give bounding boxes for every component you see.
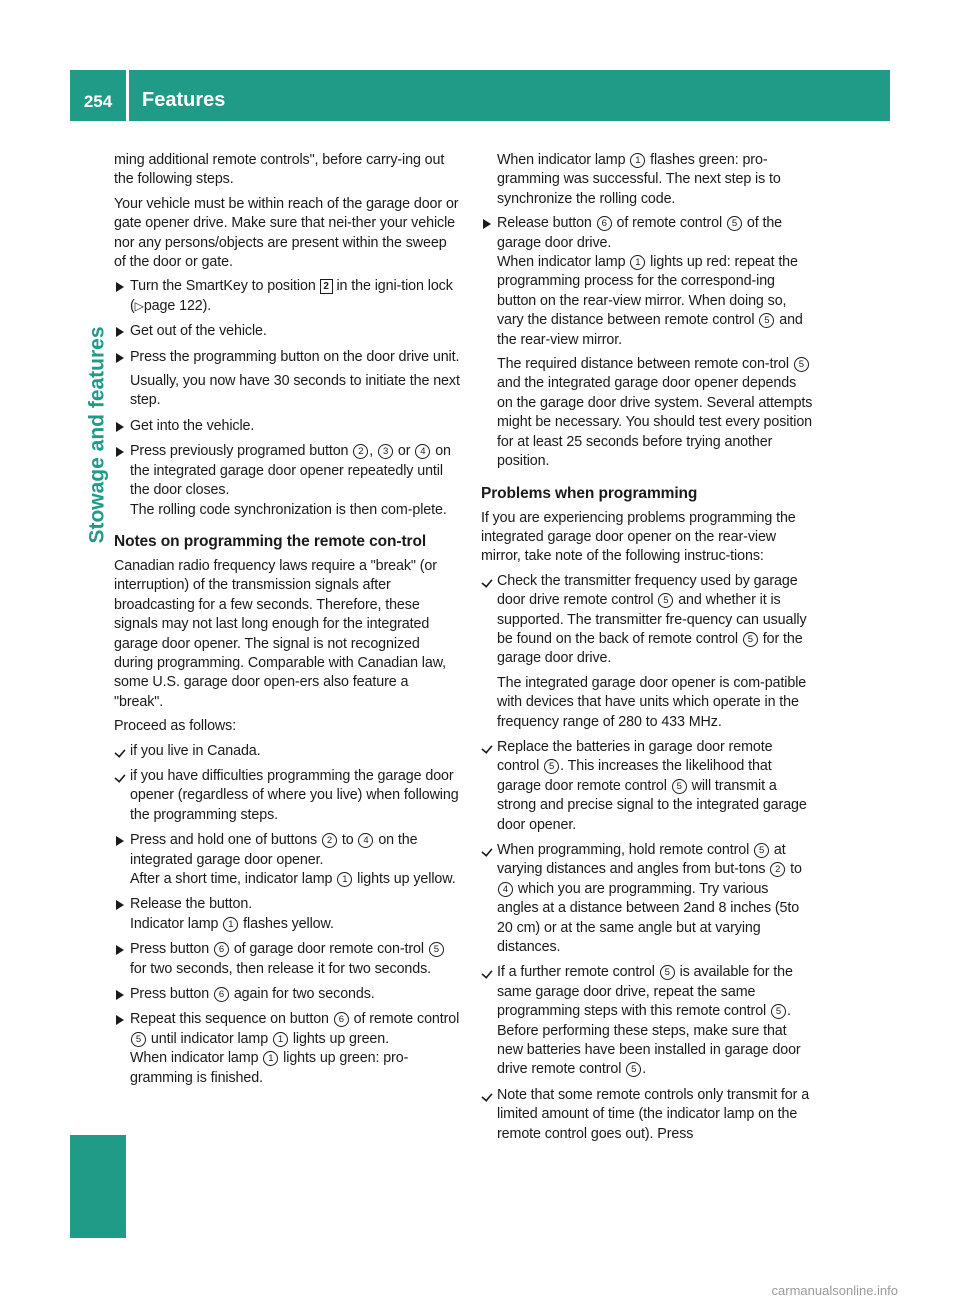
subheading: Problems when programming xyxy=(481,484,698,502)
callout-number: 1 xyxy=(630,255,645,270)
bullet: If a further remote control 5 is available for the same garage door drive, repeat the same programming steps with this remote control 5 . Before performing these steps, make sure that new batteries have been installed in garage door drive remote control 5 . xyxy=(481,963,813,1079)
step: Press previously programed button 2 , 3 or 4 on the integrated garage door opener repeatedly until the door closes. The rolling code synchronization is then com-plete. xyxy=(114,442,460,520)
side-tab-label: Stowage and features xyxy=(86,326,109,544)
paragraph: If you are experiencing problems programming the integrated garage door opener on the rear-view mirror, take note of the following instruc-tions: xyxy=(481,509,796,565)
callout-number: 2 xyxy=(322,833,337,848)
callout-number: 5 xyxy=(759,313,774,328)
callout-number: 1 xyxy=(223,917,238,932)
step: Press the programming button on the door drive unit. Usually, you now have 30 seconds to initiate the next step. xyxy=(114,348,460,411)
step: Get out of the vehicle. xyxy=(114,322,460,341)
callout-number: 5 xyxy=(131,1032,146,1047)
callout-number: 5 xyxy=(658,593,673,608)
callout-number: 4 xyxy=(498,882,513,897)
left-column xyxy=(114,151,460,1094)
callout-number: 5 xyxy=(626,1062,641,1077)
callout-number: 1 xyxy=(263,1051,278,1066)
callout-number: 2 xyxy=(353,444,368,459)
header-divider xyxy=(126,70,129,121)
step: Press and hold one of buttons 2 to 4 on the integrated garage door opener. After a short time, indicator lamp 1 lights up yellow. xyxy=(114,831,460,889)
right-column xyxy=(481,151,813,1150)
step: Release button 6 of remote control 5 of the garage door drive. When indicator lamp 1 lights up red: repeat the programming process for the correspond-ing button on the rear-view mirror. When doing so, vary the distance between remote control 5 and the rear-view mirror. The required distance between remote con-trol 5 and the integrated garage door opener depends on the garage door drive system. Several attempts might be necessary. You should test every position for at least 25 seconds before trying another position. xyxy=(481,214,813,471)
bullet: Check the transmitter frequency used by garage door drive remote control 5 and whether it is supported. The transmitter fre-quency can usually be found on the back of remote control 5 for the garage door drive. The integrated garage door opener is com-patible with devices that have units which operate in the frequency range of 280 to 433 MHz. xyxy=(481,572,813,732)
bullet: if you live in Canada. xyxy=(114,742,460,761)
page-number: 254 xyxy=(83,92,113,111)
step: Press button 6 of garage door remote con-trol 5 for two seconds, then release it for two seconds. xyxy=(114,940,460,979)
callout-number: 4 xyxy=(358,833,373,848)
callout-number: 5 xyxy=(794,357,809,372)
paragraph: Your vehicle must be within reach of the garage door or gate opener drive. Make sure that nei-ther your vehicle nor any persons/objects are present within the sweep of the door or gate. xyxy=(114,195,459,271)
callout-number: 5 xyxy=(429,942,444,957)
callout-number: 5 xyxy=(743,632,758,647)
watermark: carmanualsonline.info xyxy=(771,1283,898,1298)
page-ref-arrow-icon: ▷ xyxy=(134,298,144,313)
callout-number: 5 xyxy=(672,779,687,794)
callout-number: 1 xyxy=(630,153,645,168)
callout-number: 5 xyxy=(754,843,769,858)
callout-number: 5 xyxy=(660,965,675,980)
subheading: Notes on programming the remote con-trol xyxy=(114,532,427,550)
bullet: Note that some remote controls only transmit for a limited amount of time (the indicator lamp on the remote control goes out). Press xyxy=(481,1086,813,1144)
callout-number: 6 xyxy=(214,987,229,1002)
callout-number: 3 xyxy=(378,444,393,459)
callout-number: 1 xyxy=(273,1032,288,1047)
step: Turn the SmartKey to position 2 in the igni-tion lock (▷page 122). xyxy=(114,277,460,316)
callout-number: 5 xyxy=(727,216,742,231)
callout-number: 5 xyxy=(544,759,559,774)
step: Release the button. Indicator lamp 1 flashes yellow. xyxy=(114,895,460,934)
callout-number: 5 xyxy=(771,1004,786,1019)
step: Press button 6 again for two seconds. xyxy=(114,985,460,1004)
callout-number: 4 xyxy=(415,444,430,459)
paragraph: Proceed as follows: xyxy=(114,718,237,735)
side-tab-marker xyxy=(70,1135,126,1238)
paragraph: When indicator lamp 1 flashes green: pro-gramming was successful. The next step is to synchronize the rolling code. xyxy=(497,152,781,207)
bullet: Replace the batteries in garage door remote control 5 . This increases the likelihood that garage door remote control 5 will transmit a strong and precise signal to the integrated garage door opener. xyxy=(481,738,813,835)
bullet: if you have difficulties programming the garage door opener (regardless of where you live) when following the programming steps. xyxy=(114,767,460,825)
paragraph: Canadian radio frequency laws require a "break" (or interruption) of the transmission signals after broadcasting for a few seconds. Therefore, these signals may not last long enough for the integrated garage door opener. The signal is not recognized during programming. Comparable with Canadian law, some U.S. garage door open-ers also feature a "break". xyxy=(114,557,447,710)
paragraph: ming additional remote controls", before carry-ing out the following steps. xyxy=(114,152,445,188)
section-title: Features xyxy=(142,89,226,111)
callout-number: 6 xyxy=(597,216,612,231)
bullet: When programming, hold remote control 5 at varying distances and angles from but-tons 2 to 4 which you are programming. Try various angles at a distance between 2and 8 inches (5to 20 cm) or at the same angle but at varying distances. xyxy=(481,841,813,957)
position-marker: 2 xyxy=(320,279,333,294)
step: Repeat this sequence on button 6 of remote control 5 until indicator lamp 1 lights up green. When indicator lamp 1 lights up green: pro-gramming is finished. xyxy=(114,1010,460,1088)
callout-number: 6 xyxy=(214,942,229,957)
callout-number: 1 xyxy=(337,872,352,887)
callout-number: 2 xyxy=(770,862,785,877)
callout-number: 6 xyxy=(334,1012,349,1027)
step: Get into the vehicle. xyxy=(114,417,460,436)
